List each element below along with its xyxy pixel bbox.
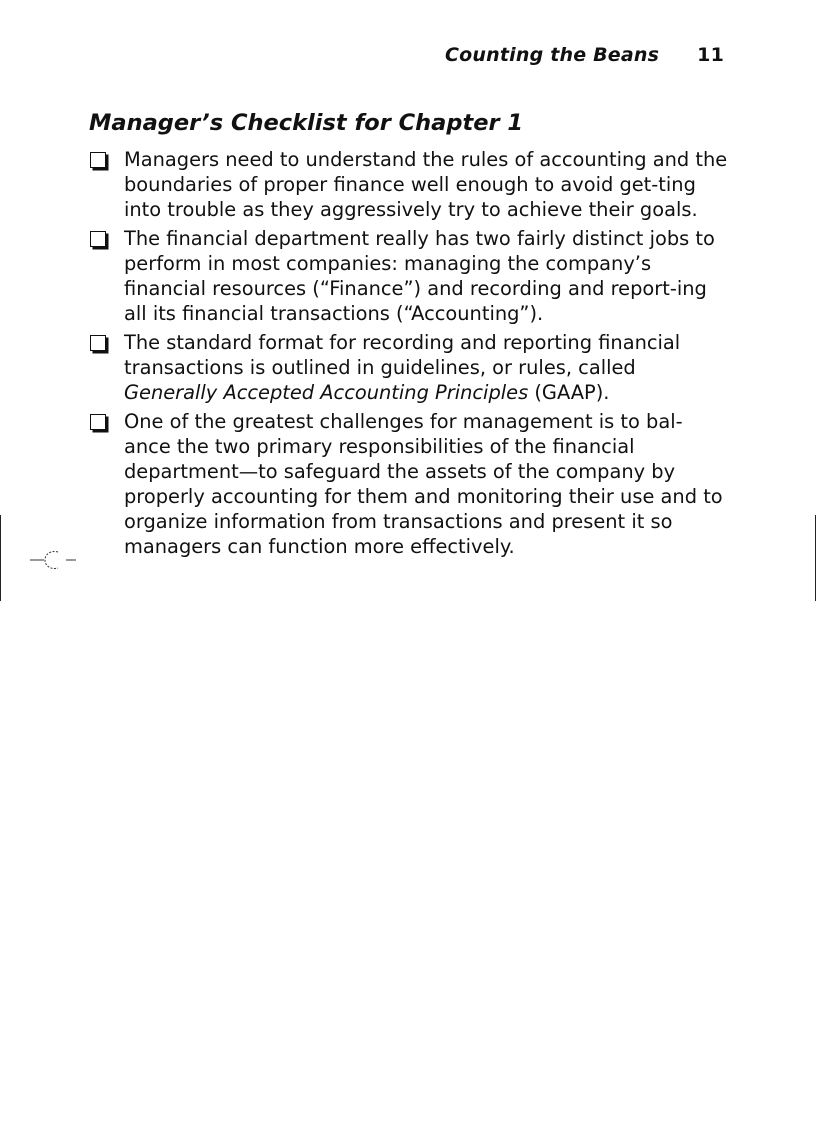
checklist-item-text: Managers need to understand the rules of accounting and the boundaries of proper finance well enough to avoid get-ting into trouble as they aggressively try to achieve their goals. [124, 148, 728, 221]
checklist [89, 147, 729, 563]
running-title: Counting the Beans [445, 44, 660, 66]
crop-line-left [0, 515, 1, 601]
running-header [0, 44, 724, 66]
checkbox-icon [90, 152, 106, 168]
checklist-item [89, 409, 729, 559]
checklist-item [89, 330, 729, 405]
section-title: Manager’s Checklist for Chapter 1 [89, 110, 524, 136]
gaap-term: Generally Accepted Accounting Principles [124, 381, 529, 404]
checklist-item-text-after: (GAAP). [528, 381, 610, 404]
checklist-item-text: The financial department really has two fairly distinct jobs to perform in most companies: managing the company’s financial resources (“Finance”) and recording and report-ing all its financial transactions (“Accounting”). [124, 227, 715, 325]
checklist-item [89, 147, 729, 222]
registration-mark-icon [30, 545, 80, 575]
checklist-item-text [124, 331, 680, 404]
checkbox-icon [90, 231, 106, 247]
checkbox-icon [90, 414, 106, 430]
page-number: 11 [697, 44, 724, 66]
checkbox-icon [90, 335, 106, 351]
checklist-item-text: One of the greatest challenges for management is to bal-ance the two primary responsibilities of the financial department—to safeguard the assets of the company by properly accounting for them and monitoring their use and to organize information from transactions and present it so managers can function more effectively. [124, 410, 723, 558]
checklist-item-text-before: The standard format for recording and reporting financial transactions is outlined in guidelines, or rules, called [124, 331, 681, 379]
checklist-item [89, 226, 729, 326]
